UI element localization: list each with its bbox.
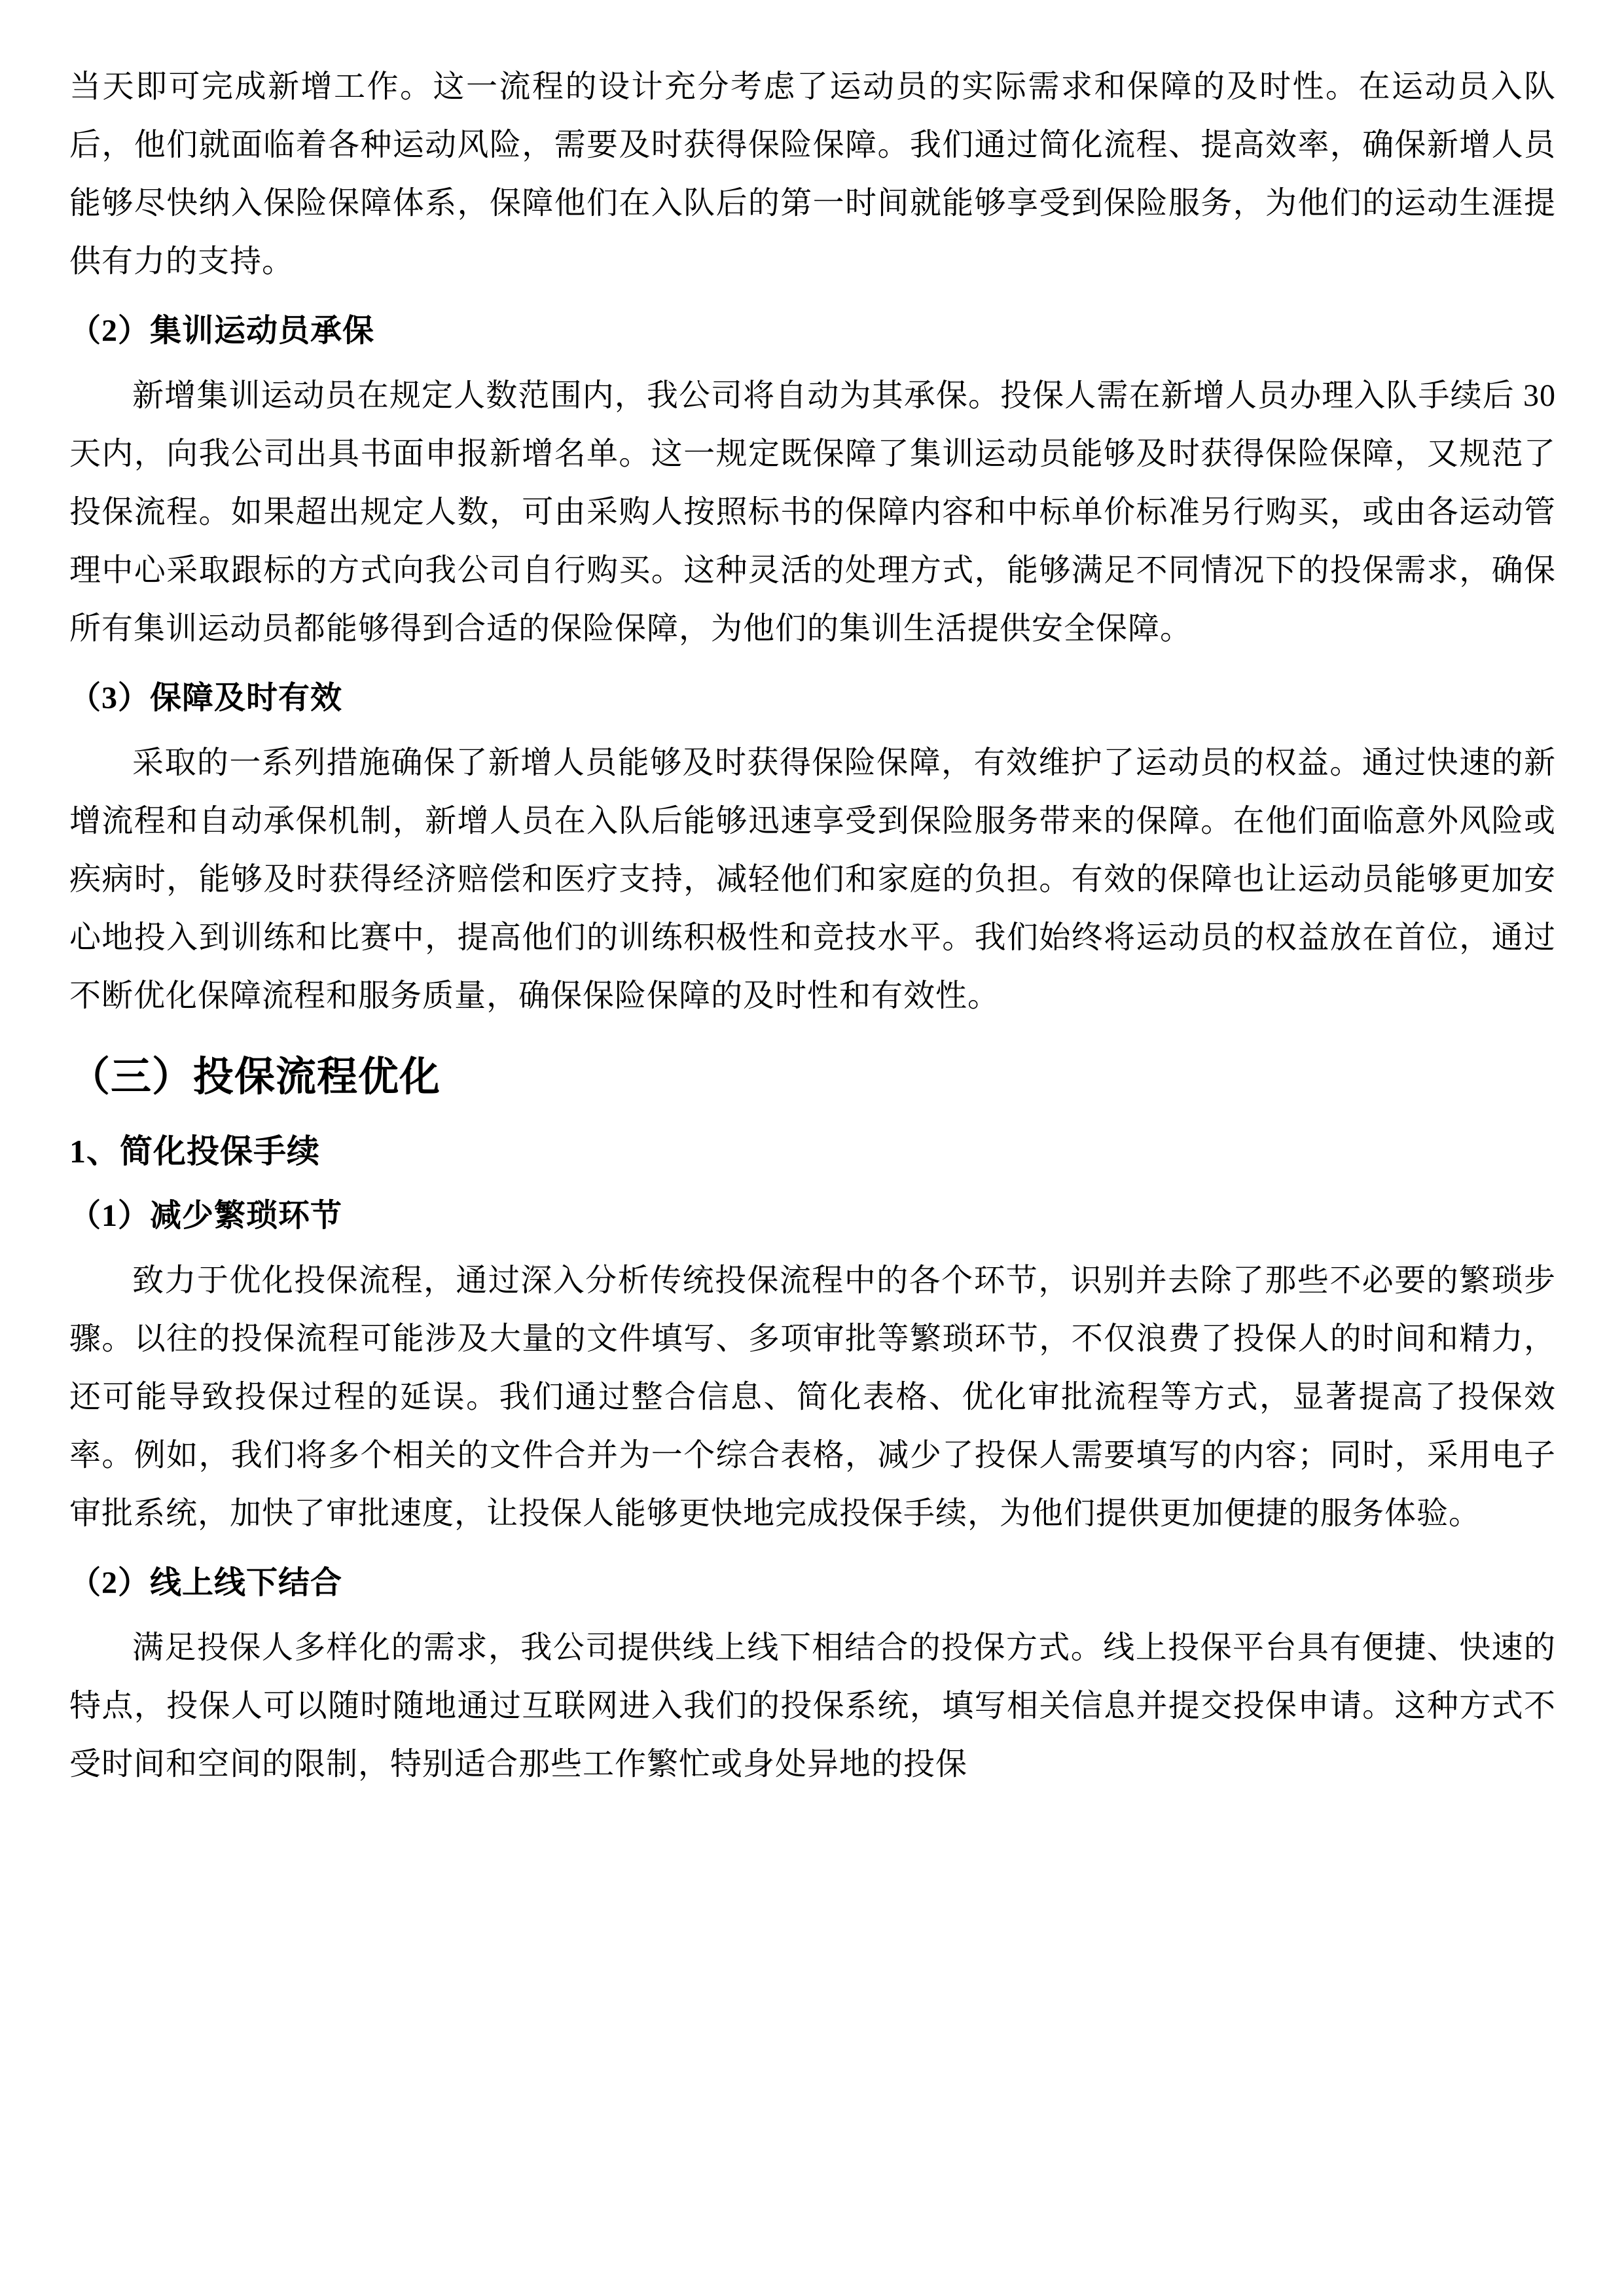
paragraph-camp-athlete-coverage: 新增集训运动员在规定人数范围内，我公司将自动为其承保。投保人需在新增人员办理入队手续后 30 天内，向我公司出具书面申报新增名单。这一规定既保障了集训运动员能够及时获得保险保障，又规范了投保流程。如果超出规定人数，可由采购人按照标书的保障内容和中标单价标准另行购买，或由各运动管理中心采取跟标的方式向我公司自行购买。这种灵活的处理方式，能够满足不同情况下的投保需求，确保所有集训运动员都能够得到合适的保险保障，为他们的集训生活提供安全保障。 — [69, 378, 1556, 646]
heading-section-insurance-process-optimization: （三）投保流程优化 — [69, 1055, 441, 1100]
paragraph-reduce-cumbersome-steps: 致力于优化投保流程，通过深入分析传统投保流程中的各个环节，识别并去除了那些不必要的繁琐步骤。以往的投保流程可能涉及大量的文件填写、多项审批等繁琐环节，不仅浪费了投保人的时间和精力，还可能导致投保过程的延误。我们通过整合信息、简化表格、优化审批流程等方式，显著提高了投保效率。例如，我们将多个相关的文件合并为一个综合表格，减少了投保人需要填写的内容；同时，采用电子审批系统，加快了审批速度，让投保人能够更快地完成投保手续，为他们提供更加便捷的服务体验。 — [69, 1263, 1556, 1531]
paragraph-online-offline-combination: 满足投保人多样化的需求，我公司提供线上线下相结合的投保方式。线上投保平台具有便捷、快速的特点，投保人可以随时随地通过互联网进入我们的投保系统，填写相关信息并提交投保申请。这种方式不受时间和空间的限制，特别适合那些工作繁忙或身处异地的投保 — [69, 1630, 1556, 1782]
heading-online-offline-combination: （2）线上线下结合 — [69, 1566, 343, 1600]
heading-camp-athlete-coverage: （2）集训运动员承保 — [69, 314, 375, 348]
heading-timely-effective-coverage: （3）保障及时有效 — [69, 681, 343, 715]
paragraph-timely-effective-coverage: 采取的一系列措施确保了新增人员能够及时获得保险保障，有效维护了运动员的权益。通过快速的新增流程和自动承保机制，新增人员在入队后能够迅速享受到保险服务带来的保障。在他们面临意外风险或疾病时，能够及时获得经济赔偿和医疗支持，减轻他们和家庭的负担。有效的保障也让运动员能够更加安心地投入到训练和比赛中，提高他们的训练积极性和竞技水平。我们始终将运动员的权益放在首位，通过不断优化保障流程和服务质量，确保保险保障的及时性和有效性。 — [69, 745, 1556, 1013]
heading-reduce-cumbersome-steps: （1）减少繁琐环节 — [69, 1198, 343, 1233]
document-body — [69, 58, 1556, 1793]
heading-simplify-insurance-procedures: 1、简化投保手续 — [69, 1133, 320, 1170]
paragraph-new-staff-flow-continuation: 当天即可完成新增工作。这一流程的设计充分考虑了运动员的实际需求和保障的及时性。在运动员入队后，他们就面临着各种运动风险，需要及时获得保险保障。我们通过简化流程、提高效率，确保新增人员能够尽快纳入保险保障体系，保障他们在入队后的第一时间就能够享受到保险服务，为他们的运动生涯提供有力的支持。 — [69, 69, 1556, 279]
